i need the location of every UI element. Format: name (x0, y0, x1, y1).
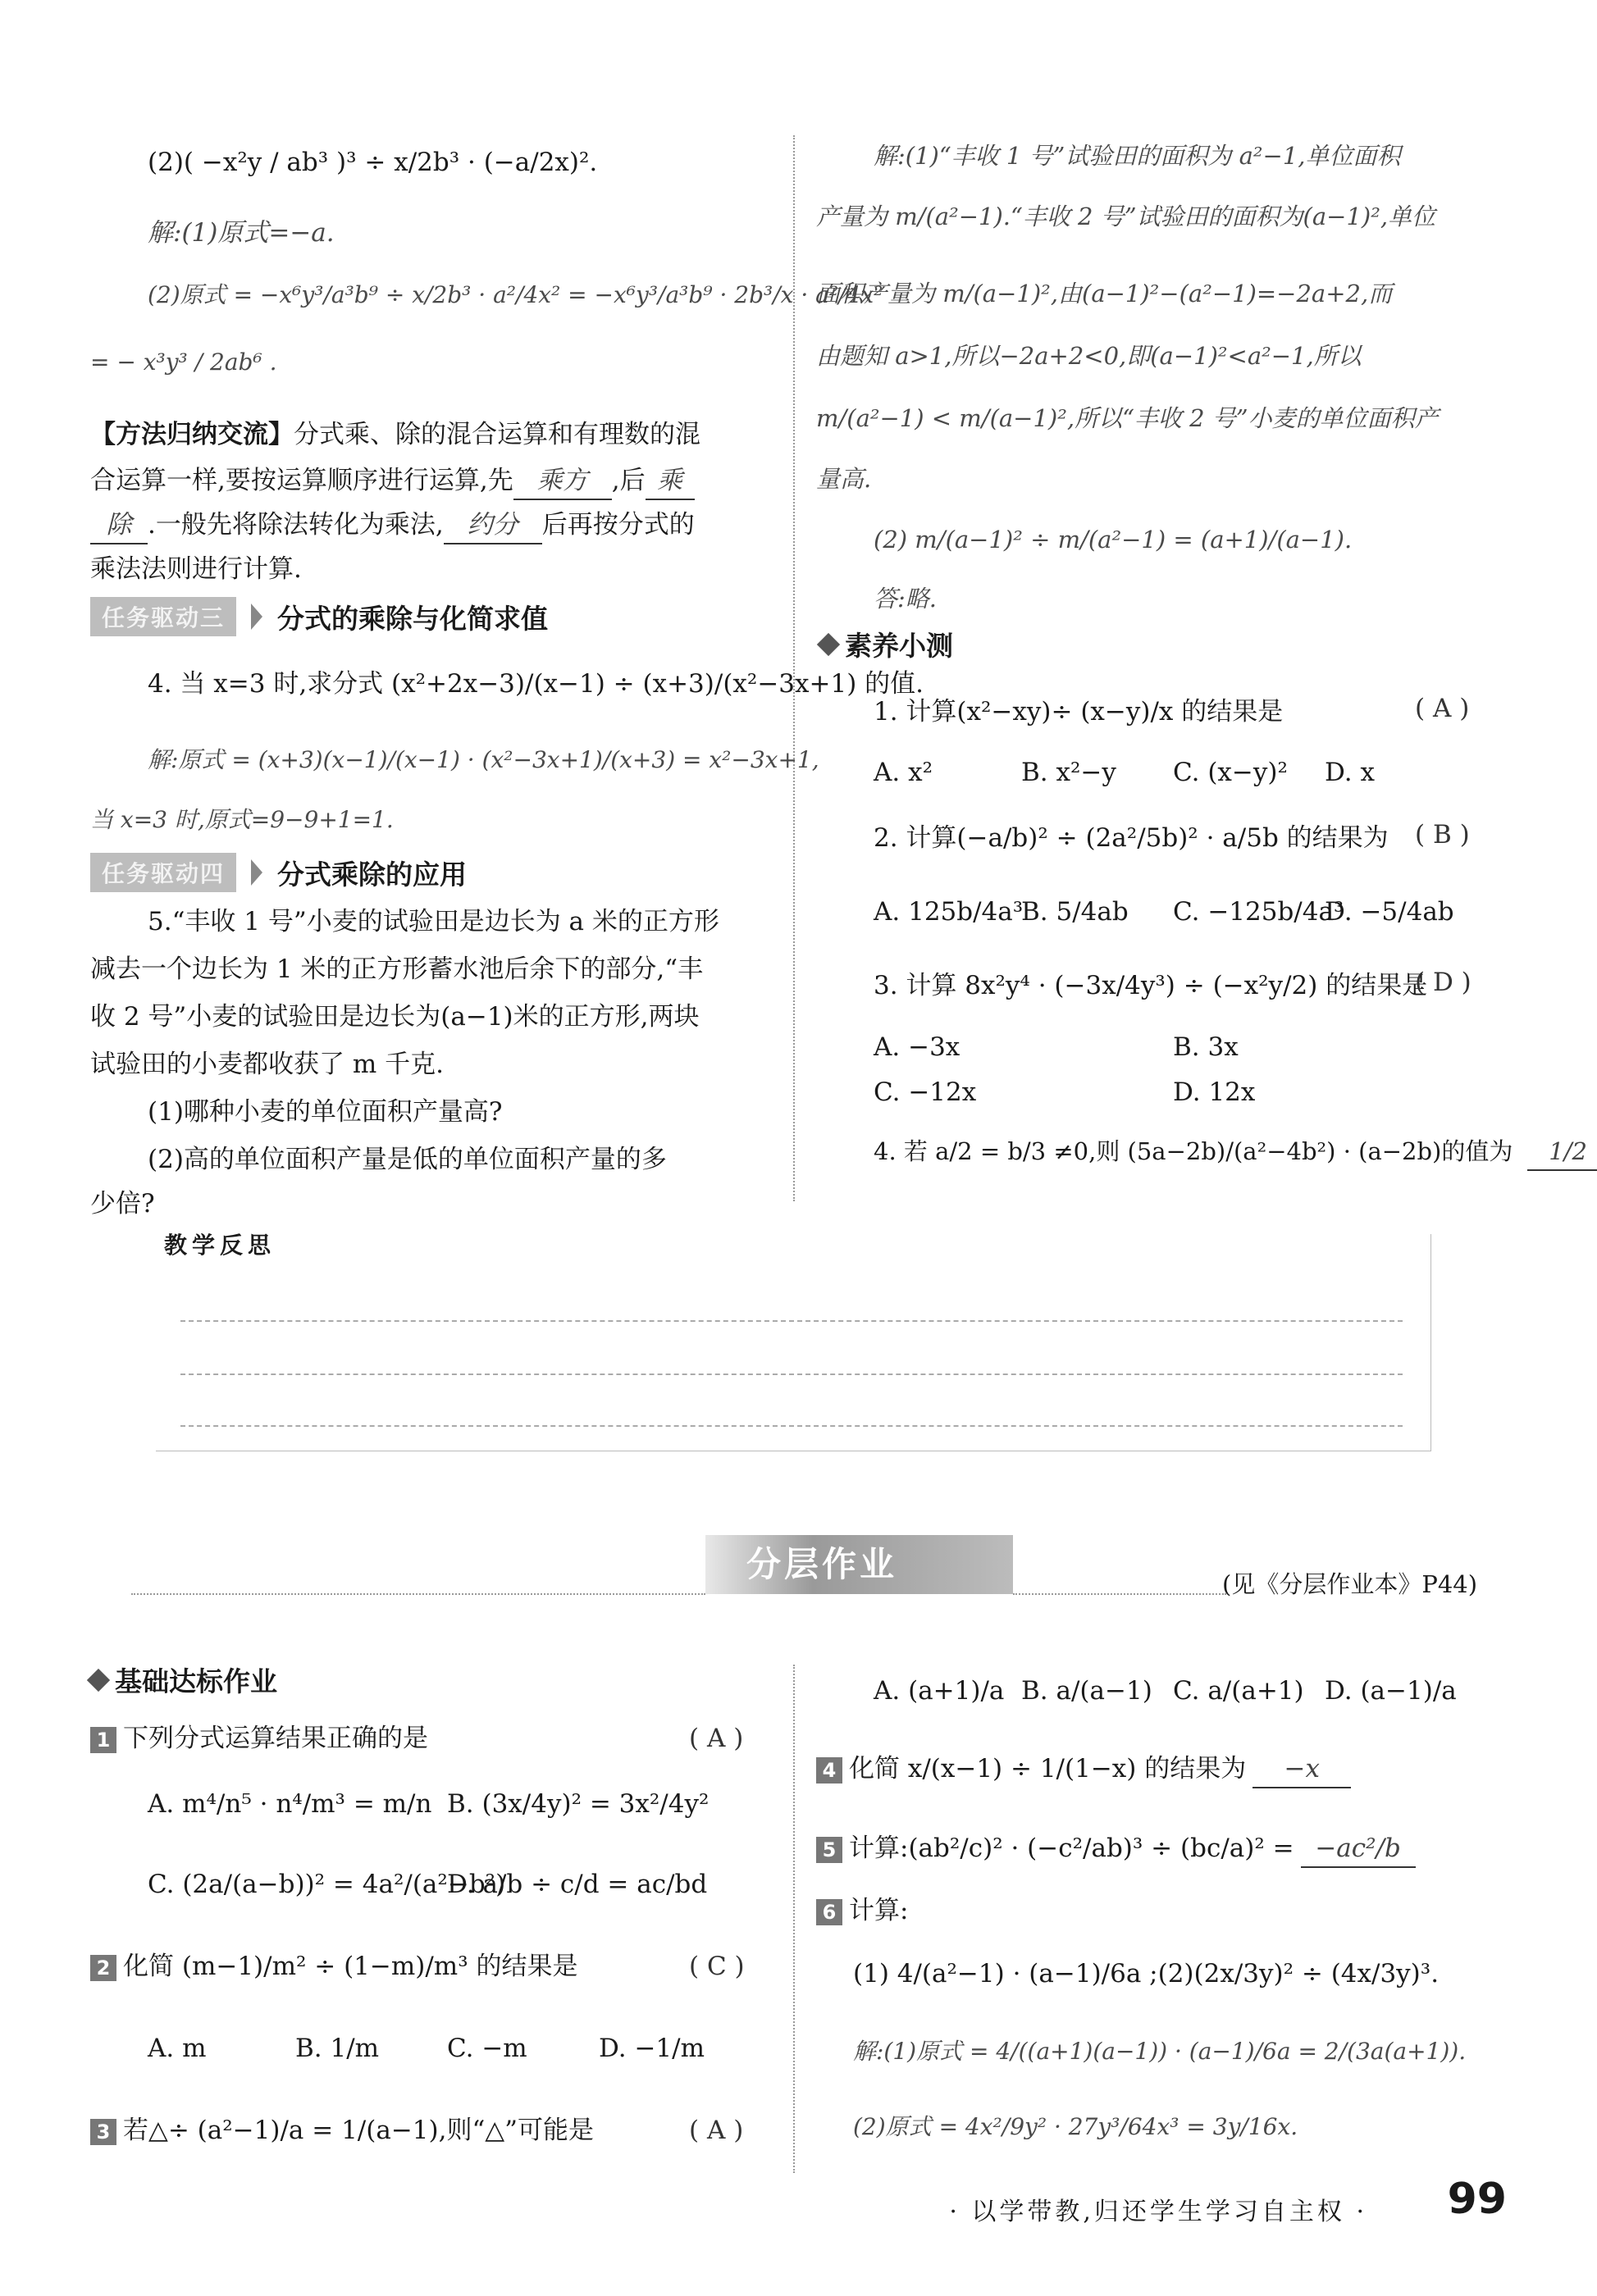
page-number: 99 (1447, 2175, 1507, 2224)
homework-banner: 分层作业 (705, 1535, 1013, 1594)
number-badge-2: 2 (90, 1955, 116, 1981)
number-badge-1: 1 (90, 1727, 116, 1753)
method-summary-head: 【方法归纳交流】 (90, 420, 294, 449)
question-4-solution-2: 当 x=3 时,原式=9−9+1=1. (90, 806, 394, 833)
method-text: .一般先将除法转化为乘法, (148, 510, 444, 540)
method-summary-line-4: 乘法法则进行计算. (90, 554, 302, 584)
task-3-tag: 任务驱动三 (90, 597, 236, 636)
diamond-icon (817, 632, 840, 655)
hw-q3-option-d: D. (a−1)/a (1325, 1676, 1457, 1706)
number-badge-6: 6 (816, 1899, 842, 1925)
hw-q4-answer: −x (1253, 1751, 1351, 1788)
method-summary-text: 分式乘、除的混合运算和有理数的混 (294, 420, 700, 449)
solution-5-line-6: 量高. (816, 465, 872, 493)
number-badge-5: 5 (816, 1837, 842, 1863)
hw-q2-option-d: D. −1/m (599, 2034, 705, 2063)
solution-5-line-3: 面积产量为 m/(a−1)²,由(a−1)²−(a²−1)=−2a+2,而 (816, 280, 1393, 308)
method-blank-3: 约分 (444, 507, 542, 544)
hw-q6-solution-1: 解:(1)原式 = 4/((a+1)(a−1)) · (a−1)/6a = 2/(3a(a+1)). (853, 2038, 1467, 2065)
hw-q1-option-d: D. a/b ÷ c/d = ac/bd (447, 1870, 708, 1899)
task-3-header (90, 597, 548, 636)
hw-q6-expression: (1) 4/(a²−1) · (a−1)/6a ;(2)(2x/3y)² ÷ (4x/3y)³. (853, 1959, 1440, 1988)
quiz-q1-answer: ( A ) (1415, 694, 1470, 723)
reflection-line (180, 1374, 1403, 1375)
quiz-q1-option-c: C. (x−y)² (1173, 758, 1288, 787)
question-5-part-2a: (2)高的单位面积产量是低的单位面积产量的多 (148, 1145, 667, 1174)
quiz-q4-answer: 1/2 (1527, 1133, 1597, 1171)
method-summary-line-2 (90, 462, 695, 500)
quiz-q2-option-b: B. 5/4ab (1021, 897, 1129, 927)
quiz-q2-option-d: D. −5/4ab (1325, 897, 1454, 927)
task-3-title: 分式的乘除与化简求值 (277, 602, 549, 635)
hw-q3-answer: ( A ) (689, 2116, 744, 2145)
column-divider-lower (793, 1665, 795, 2173)
hw-q6-solution-2: (2)原式 = 4x²/9y² · 27y³/64x³ = 3y/16x. (853, 2113, 1298, 2140)
hw-q6-text: 计算: (849, 1896, 909, 1925)
question-5-part-1: (1)哪种小麦的单位面积产量高? (148, 1097, 503, 1127)
quiz-q2-answer: ( B ) (1415, 820, 1470, 850)
method-text: 后再按分式的 (541, 510, 695, 540)
quiz-q3-option-b: B. 3x (1173, 1032, 1239, 1062)
method-summary-line-1 (90, 417, 700, 453)
question-5-line-4: 试验田的小麦都收获了 m 千克. (90, 1050, 444, 1079)
footer-motto: · 以学带教,归还学生学习自主权 · (949, 2198, 1367, 2226)
method-blank-2: 乘 (646, 462, 695, 500)
basic-homework-title: 基础达标作业 (115, 1665, 277, 1697)
quiz-q3-answer: ( D ) (1415, 968, 1472, 997)
hw-q2-option-b: B. 1/m (295, 2034, 380, 2063)
quiz-q1-option-d: D. x (1325, 758, 1375, 787)
number-badge-4: 4 (816, 1757, 842, 1784)
question-4: 4. 当 x=3 时,求分式 (x²+2x−3)/(x−1) ÷ (x+3)/(x²−3x+1) 的值. (148, 669, 924, 699)
quiz-q2-option-c: C. −125b/4a³ (1173, 897, 1344, 927)
quiz-q3-option-c: C. −12x (874, 1077, 977, 1107)
hw-q2 (90, 1948, 578, 1984)
hw-q5 (816, 1830, 1416, 1868)
method-summary-line-3 (90, 507, 695, 544)
diamond-icon (87, 1668, 110, 1691)
task-arrow-icon (251, 859, 262, 886)
homework-reference: (见《分层作业本》P44) (1222, 1570, 1478, 1598)
solution-5-line-7: (2) m/(a−1)² ÷ m/(a²−1) = (a+1)/(a−1). (874, 526, 1353, 554)
task-4-title: 分式乘除的应用 (277, 858, 468, 891)
method-text: ,后 (611, 466, 646, 495)
method-blank-2b: 除 (90, 507, 148, 544)
hw-q3-option-b: B. a/(a−1) (1021, 1676, 1152, 1706)
solution-1: 解:(1)原式=−a. (148, 218, 335, 248)
quiz-q1-option-a: A. x² (874, 758, 933, 787)
question-5-line-1: 5.“丰收 1 号”小麦的试验田是边长为 a 米的正方形 (148, 907, 719, 936)
task-arrow-icon (251, 604, 262, 630)
reflection-line (180, 1425, 1403, 1427)
solution-5-line-2: 产量为 m/(a²−1).“丰收 2 号”试验田的面积为(a−1)²,单位 (816, 203, 1436, 230)
reflection-box (156, 1234, 1431, 1451)
quiz-q3-option-a: A. −3x (874, 1032, 960, 1062)
task-4-header (90, 853, 467, 892)
quiz-q4-text: 4. 若 a/2 = b/3 ≠0,则 (5a−2b)/(a²−4b²) · (a−2b)的值为 (874, 1137, 1513, 1165)
question-4-solution-1: 解:原式 = (x+3)(x−1)/(x−1) · (x²−3x+1)/(x+3) = x²−3x+1, (148, 746, 819, 773)
reflection-line (180, 1320, 1403, 1322)
quiz-q3: 3. 计算 8x²y⁴ · (−3x/4y³) ÷ (−x²y/2) 的结果是 (874, 971, 1428, 1000)
hw-q2-text: 化简 (m−1)/m² ÷ (1−m)/m³ 的结果是 (123, 1952, 578, 1981)
hw-q2-option-a: A. m (148, 2034, 207, 2063)
solution-5-line-5: m/(a²−1) < m/(a−1)²,所以“丰收 2 号”小麦的单位面积产 (816, 404, 1439, 432)
quiz-q4 (874, 1133, 1597, 1171)
hw-q4-text: 化简 x/(x−1) ÷ 1/(1−x) 的结果为 (849, 1754, 1247, 1784)
basic-homework-header (90, 1660, 277, 1699)
quiz-q1: 1. 计算(x²−xy)÷ (x−y)/x 的结果是 (874, 697, 1284, 727)
method-blank-1: 乘方 (513, 462, 612, 500)
question-5-line-2: 减去一个边长为 1 米的正方形蓄水池后余下的部分,“丰 (90, 954, 704, 984)
solution-5-line-1: 解:(1)“丰收 1 号”试验田的面积为 a²−1,单位面积 (874, 142, 1401, 170)
hw-q1-text: 下列分式运算结果正确的是 (123, 1724, 428, 1753)
hw-q3 (90, 2112, 594, 2148)
banner-rule-right (1013, 1593, 1226, 1595)
quiz-q2-option-a: A. 125b/4a³ (874, 897, 1024, 927)
question-5-line-3: 收 2 号”小麦的试验田是边长为(a−1)米的正方形,两块 (90, 1002, 700, 1032)
hw-q4 (816, 1751, 1351, 1788)
question-2-expression: (2)( −x²y / ab³ )³ ÷ x/2b³ · (−a/2x)². (148, 148, 598, 177)
hw-q2-answer: ( C ) (689, 1952, 745, 1981)
quiz-q2: 2. 计算(−a/b)² ÷ (2a²/5b)² · a/5b 的结果为 (874, 823, 1389, 853)
quiz-title: 素养小测 (845, 630, 953, 662)
banner-rule-left (131, 1593, 705, 1595)
hw-q1-answer: ( A ) (689, 1724, 744, 1753)
hw-q3-option-a: A. (a+1)/a (874, 1676, 1005, 1706)
reflection-title: 教学反思 (164, 1228, 284, 1260)
quiz-header (820, 625, 953, 663)
hw-q1 (90, 1720, 428, 1756)
hw-q2-option-c: C. −m (447, 2034, 527, 2063)
hw-q5-text: 计算:(ab²/c)² · (−c²/ab)³ ÷ (bc/a)² = (849, 1834, 1294, 1863)
hw-q6 (816, 1893, 908, 1929)
hw-q1-option-b: B. (3x/4y)² = 3x²/4y² (447, 1789, 710, 1819)
solution-5-answer: 答:略. (874, 585, 937, 613)
hw-q1-option-a: A. m⁴/n⁵ · n⁴/m³ = m/n (148, 1789, 432, 1819)
quiz-q1-option-b: B. x²−y (1021, 758, 1116, 787)
number-badge-3: 3 (90, 2119, 116, 2145)
hw-q1-option-c: C. (2a/(a−b))² = 4a²/(a²−b²) (148, 1870, 506, 1899)
method-text: 合运算一样,要按运算顺序进行运算,先 (90, 466, 513, 495)
question-5-part-2b: 少倍? (90, 1189, 155, 1219)
solution-5-line-4: 由题知 a>1,所以−2a+2<0,即(a−1)²<a²−1,所以 (816, 342, 1362, 370)
hw-q3-text: 若△÷ (a²−1)/a = 1/(a−1),则“△”可能是 (123, 2116, 594, 2145)
task-4-tag: 任务驱动四 (90, 853, 236, 892)
quiz-q3-option-d: D. 12x (1173, 1077, 1256, 1107)
hw-q3-option-c: C. a/(a+1) (1173, 1676, 1304, 1706)
hw-q5-answer: −ac²/b (1301, 1830, 1416, 1868)
solution-2-line-2: = − x³y³ / 2ab⁶ . (90, 348, 277, 376)
solution-2-line-1: (2)原式 = −x⁶y³/a³b⁹ ÷ x/2b³ · a²/4x² = −x⁶y³/a³b⁹ · 2b³/x · a²/4x² (148, 281, 883, 308)
